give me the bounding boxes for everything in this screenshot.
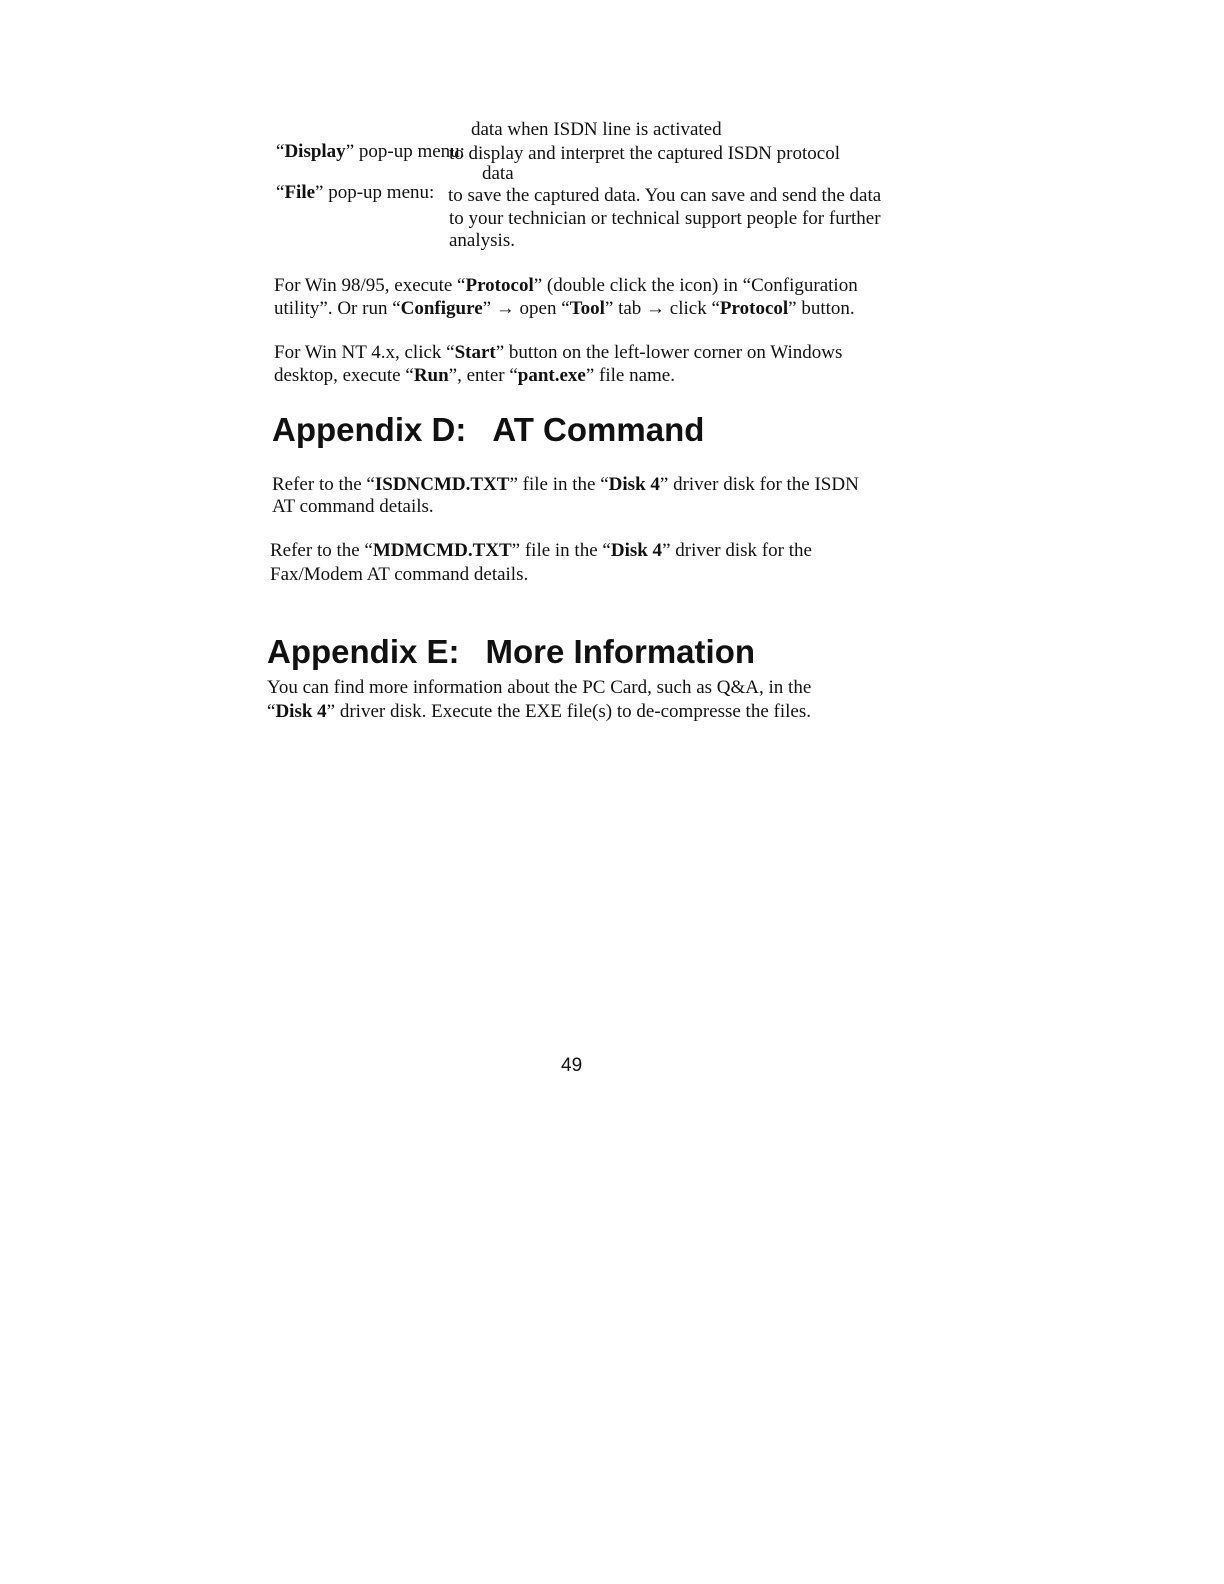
appendix-d-label: Appendix D: xyxy=(272,411,467,448)
win98-para-line1: For Win 98/95, execute “Protocol” (double click the icon) in “Configuration xyxy=(274,275,858,296)
file-menu-desc-line3: analysis. xyxy=(449,230,515,251)
capture-tail-text: data when ISDN line is activated xyxy=(471,119,722,140)
page-number: 49 xyxy=(561,1055,583,1076)
appendix-e-para-line1: You can find more information about the PC Card, such as Q&A, in the xyxy=(267,677,812,698)
appendix-d-heading xyxy=(272,410,704,450)
winnt-para-line1: For Win NT 4.x, click “Start” button on the left-lower corner on Windows xyxy=(274,342,843,363)
appendix-d-para2-line1: Refer to the “MDMCMD.TXT” file in the “Disk 4” driver disk for the xyxy=(270,540,812,561)
appendix-d-para2-line2: Fax/Modem AT command details. xyxy=(270,564,529,585)
appendix-d-para1-line2: AT command details. xyxy=(272,496,434,517)
appendix-e-title: More Information xyxy=(485,633,756,670)
appendix-e-heading xyxy=(267,632,755,672)
display-menu-term: “Display” pop-up menu: xyxy=(276,141,465,162)
display-menu-desc-line2: data xyxy=(482,163,514,184)
file-menu-desc-line2: to your technician or technical support people for further xyxy=(449,208,881,229)
win98-para-line2: utility”. Or run “Configure” → open “Tool” tab → click “Protocol” button. xyxy=(274,298,855,319)
display-menu-desc-line1: to display and interpret the captured ISDN protocol xyxy=(449,143,840,164)
file-menu-term: “File” pop-up menu: xyxy=(276,182,435,203)
appendix-d-para1-line1: Refer to the “ISDNCMD.TXT” file in the “Disk 4” driver disk for the ISDN xyxy=(272,474,859,495)
appendix-e-label: Appendix E: xyxy=(267,633,460,670)
file-menu-desc-line1: to save the captured data. You can save and send the data xyxy=(448,185,882,206)
appendix-d-title: AT Command xyxy=(492,411,705,448)
appendix-e-para-line2: “Disk 4” driver disk. Execute the EXE file(s) to de-compresse the files. xyxy=(267,701,811,722)
winnt-para-line2: desktop, execute “Run”, enter “pant.exe” file name. xyxy=(274,365,675,386)
